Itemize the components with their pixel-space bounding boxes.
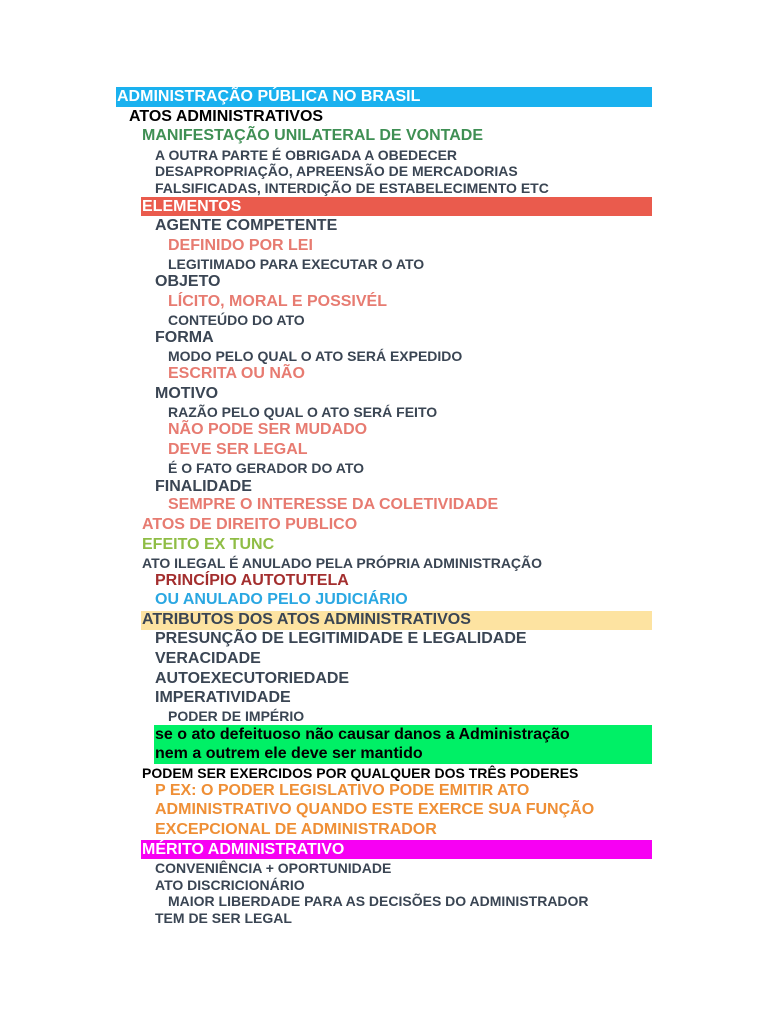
item-heading: PRESUNÇÃO DE LEGITIMIDADE E LEGALIDADE: [155, 630, 527, 647]
note-line: nem a outrem ele deve ser mantido: [155, 745, 423, 762]
text-line: PODER DE IMPÉRIO: [168, 708, 305, 724]
elementos-heading: ELEMENTOS: [142, 198, 242, 215]
item-heading: MOTIVO: [155, 385, 219, 402]
text-line: ATO ILEGAL É ANULADO PELA PRÓPRIA ADMINISTRAÇÃO: [142, 555, 543, 571]
highlight-line: DEVE SER LEGAL: [168, 441, 308, 458]
text-line: TEM DE SER LEGAL: [155, 910, 292, 926]
item-heading: FINALIDADE: [155, 478, 252, 495]
item-heading: AGENTE COMPETENTE: [155, 217, 338, 234]
text-line: É O FATO GERADOR DO ATO: [168, 460, 365, 476]
text-line: ATO DISCRICIONÁRIO: [155, 877, 305, 893]
text-line: MODO PELO QUAL O ATO SERÁ EXPEDIDO: [168, 348, 463, 364]
section-heading: ATOS ADMINISTRATIVOS: [129, 108, 324, 125]
text-line: RAZÃO PELO QUAL O ATO SERÁ FEITO: [168, 404, 438, 420]
subheading: ATOS DE DIREITO PUBLICO: [142, 516, 358, 533]
text-line: MAIOR LIBERDADE PARA AS DECISÕES DO ADMINISTRADOR: [168, 893, 589, 909]
text-line: CONVENIÊNCIA + OPORTUNIDADE: [155, 860, 392, 876]
atributos-heading: ATRIBUTOS DOS ATOS ADMINISTRATIVOS: [142, 611, 471, 628]
item-heading: FORMA: [155, 329, 214, 346]
text-line: CONTEÚDO DO ATO: [168, 312, 305, 328]
item-heading: IMPERATIVIDADE: [155, 689, 291, 706]
highlight-line: ADMINISTRATIVO QUANDO ESTE EXERCE SUA FUNÇÃO: [155, 801, 595, 818]
document-title: ADMINISTRAÇÃO PÚBLICA NO BRASIL: [117, 88, 421, 105]
merito-heading: MÉRITO ADMINISTRATIVO: [142, 841, 345, 858]
highlight-line: NÃO PODE SER MUDADO: [168, 421, 368, 438]
highlight-line: PRINCÍPIO AUTOTUTELA: [155, 572, 349, 589]
subheading: MANIFESTAÇÃO UNILATERAL DE VONTADE: [142, 127, 484, 144]
text-line: FALSIFICADAS, INTERDIÇÃO DE ESTABELECIMENTO ETC: [155, 180, 549, 196]
subheading: EFEITO EX TUNC: [142, 536, 275, 553]
text-line: LEGITIMADO PARA EXECUTAR O ATO: [168, 256, 425, 272]
note-line: se o ato defeituoso não causar danos a Administração: [155, 726, 570, 743]
highlight-line: P EX: O PODER LEGISLATIVO PODE EMITIR ATO: [155, 782, 530, 799]
highlight-line: LÍCITO, MORAL E POSSIVÉL: [168, 293, 387, 310]
highlight-line: SEMPRE O INTERESSE DA COLETIVIDADE: [168, 496, 499, 513]
highlight-line: ESCRITA OU NÃO: [168, 365, 305, 382]
text-line: DESAPROPRIAÇÃO, APREENSÃO DE MERCADORIAS: [155, 163, 518, 179]
highlight-line: EXCEPCIONAL DE ADMINISTRADOR: [155, 821, 437, 838]
item-heading: AUTOEXECUTORIEDADE: [155, 670, 350, 687]
highlight-line: OU ANULADO PELO JUDICIÁRIO: [155, 591, 408, 608]
highlight-line: DEFINIDO POR LEI: [168, 237, 313, 254]
text-line: PODEM SER EXERCIDOS POR QUALQUER DOS TRÊS PODERES: [142, 765, 579, 781]
item-heading: OBJETO: [155, 273, 221, 290]
item-heading: VERACIDADE: [155, 650, 261, 667]
text-line: A OUTRA PARTE É OBRIGADA A OBEDECER: [155, 147, 458, 163]
